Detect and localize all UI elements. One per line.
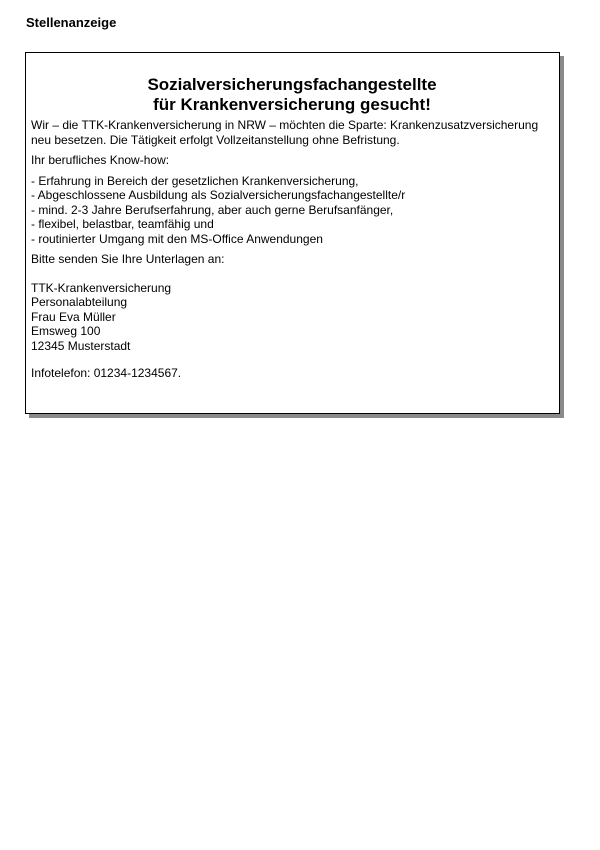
job-ad-box xyxy=(25,52,560,414)
requirement-item: - flexibel, belastbar, teamfähig und xyxy=(31,217,214,231)
job-ad-title-line-2: für Krankenversicherung gesucht! xyxy=(153,95,431,114)
send-prompt: Bitte senden Sie Ihre Unterlagen an: xyxy=(31,252,225,266)
intro-paragraph: Wir – die TTK-Krankenversicherung in NRW – möchten die Sparte: Krankenzusatzversicherung neu besetzen. Die Tätigkeit erfolgt Vollzeitanstellung ohne Befristung. xyxy=(31,118,539,147)
job-ad-title xyxy=(31,75,553,115)
address-line: Frau Eva Müller xyxy=(31,309,116,324)
requirement-item: - Erfahrung in Bereich der gesetzlichen Krankenversicherung, xyxy=(31,173,359,188)
document-heading: Stellenanzeige xyxy=(26,15,117,30)
address-line: 12345 Musterstadt xyxy=(31,338,131,353)
job-ad-title-line-1: Sozialversicherungsfachangestellte xyxy=(147,75,437,94)
requirement-item: - routinierter Umgang mit den MS-Office Anwendungen xyxy=(31,231,323,246)
requirement-item: - mind. 2-3 Jahre Berufserfahrung, aber auch gerne Berufsanfänger, xyxy=(31,202,394,217)
requirements-list xyxy=(31,174,553,247)
knowhow-heading: Ihr berufliches Know-how: xyxy=(31,153,170,167)
requirement-item: - Abgeschlossene Ausbildung als Sozialversicherungsfachangestellte/r xyxy=(31,188,406,202)
address-line: TTK-Krankenversicherung xyxy=(31,280,172,295)
info-phone: Infotelefon: 01234-1234567. xyxy=(31,366,182,380)
address-line: Emsweg 100 xyxy=(31,324,101,338)
address-line: Personalabteilung xyxy=(31,295,128,309)
contact-address xyxy=(31,281,553,354)
